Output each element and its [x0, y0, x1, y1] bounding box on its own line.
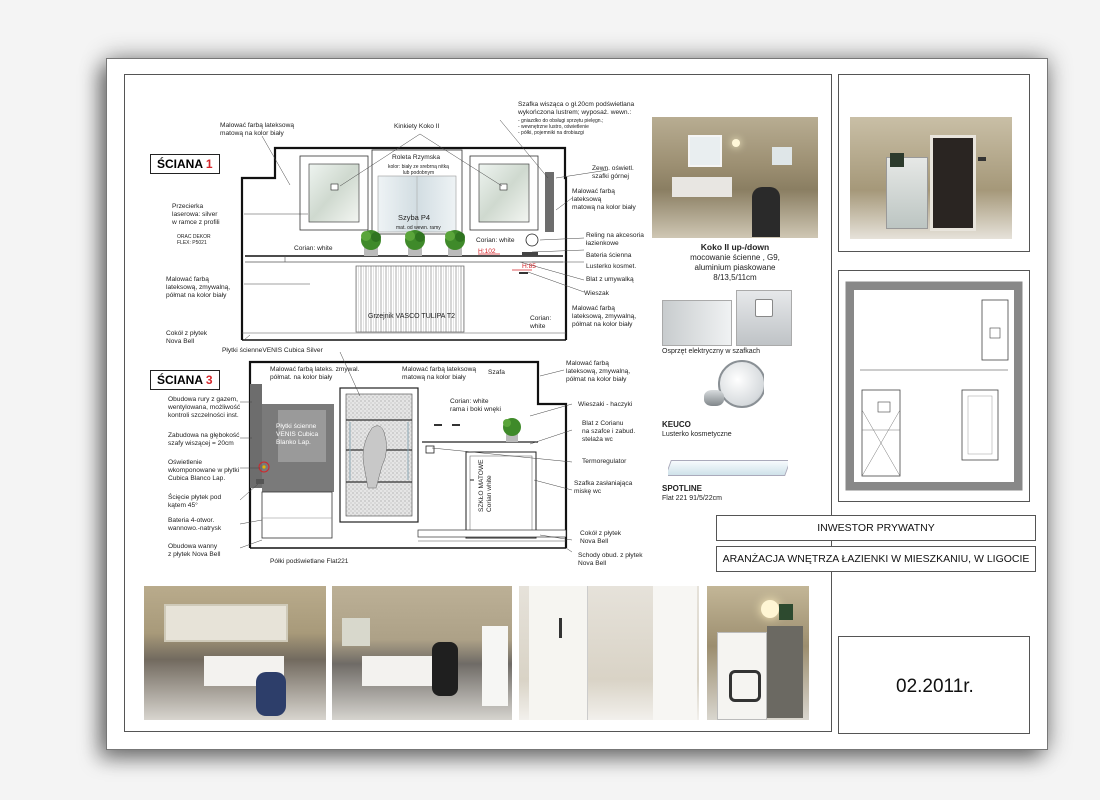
- w3-paint-center: Malować farbą lateksową matową na kolor biały: [402, 366, 477, 381]
- wall3-title-word: ŚCIANA: [157, 373, 203, 387]
- w1-hanger: Wieszak: [584, 290, 609, 297]
- w3-corian-frame: Corian: white rama i boki wnęki: [450, 398, 501, 413]
- w1-rail: Reling na akcesoria łazienkowe: [586, 232, 644, 247]
- w1-roman-blind: Roleta Rzymska: [392, 154, 441, 161]
- w3-wardrobe: Szafa: [488, 369, 505, 376]
- w1-faucet: Bateria ścienna: [586, 252, 632, 259]
- photo-wc-cabinet: [707, 586, 809, 720]
- w3-wc-cab: Szafka zasłaniająca miskę wc: [574, 480, 633, 495]
- w1-ext-light: Zewn. oświetl. szafki górnej: [592, 165, 634, 180]
- w3-counter: Blat z Corianu na szafce i zabud. stelaża wc: [582, 420, 636, 443]
- w3-plinth: Cokół z płytek Nova Bell: [580, 530, 622, 545]
- w1-glass: Szyba P4: [398, 213, 431, 222]
- w3-pipes: Obudowa rury z gazem, wentylowana, możliwość kontroli szczelności inst.: [168, 396, 241, 419]
- w3-stairs: Schody obud. z płytek Nova Bell: [578, 552, 643, 567]
- w3-mixer: Bateria 4-otwor. wannowo.-natrysk: [168, 517, 222, 532]
- wall1-elevation: [242, 148, 566, 340]
- w1-cabinet-note: Szafka wisząca o gł.20cm podświetlana wykończona lustrem; wyposaż. wewn.:: [518, 101, 635, 116]
- w1-laser-cut: Przecierka laserowa: silver w ramce z profili: [172, 203, 220, 226]
- koko-caption: [652, 242, 818, 283]
- w1-glass-sub: mat. od wewn. ramy: [396, 225, 441, 231]
- doorway-photo: [850, 117, 1012, 239]
- w3-thermo: Termoregulator: [582, 458, 627, 465]
- w3-recess: Zabudowa na głębokość szafy wiszącej = 20cm: [168, 432, 240, 447]
- w3-paint-top: Malować farbą lateks. zmywal. półmat. na kolor biały: [270, 366, 360, 381]
- project-date: 02.2011r.: [896, 676, 974, 697]
- w1-counter: Blat z umywalką: [586, 276, 634, 283]
- w1-plinth: Cokół z płytek Nova Bell: [166, 330, 208, 345]
- spotline-caption: [662, 484, 722, 504]
- electric-caption: Osprzęt elektryczny w szafkach: [662, 348, 761, 355]
- wall1-plants: [361, 230, 465, 256]
- w1-radiator: Grzejnik VASCO TULIPA T2: [368, 313, 456, 320]
- wall3-elevation: [250, 362, 566, 548]
- w1-corian-left: Corian: white: [294, 245, 333, 252]
- w1-cabinet-items: - gniazdko do obsługi sprzętu pielęgn.; - wewnętrzne lustro, oświetlenie - półki, pojemniki na drobiazgi: [518, 118, 604, 136]
- w3-frosted: SZKŁO MATOWE Corian white: [478, 459, 493, 512]
- keuco-caption: [662, 420, 732, 440]
- keuco-mirror-image: [704, 360, 764, 416]
- spotline-brand: SPOTLINE: [662, 484, 703, 493]
- w3-shelves: Półki podświetlane Flat221: [270, 558, 349, 565]
- investor-label: INWESTOR PRYWATNY: [817, 522, 935, 534]
- w3-tiles-mid: Płytki ścienne VENIS Cubica Blanko Lap.: [276, 423, 319, 446]
- photo-cabinet-corner: [519, 586, 699, 720]
- w1-h85: H:85: [522, 263, 536, 270]
- w1-paint-mid-left: Malować farbą lateksową, zmywalną, półmat na kolor biały: [166, 276, 231, 299]
- w1-paint-top: Malować farbą lateksową matową na kolor biały: [220, 122, 295, 137]
- w1-corian-mid: Corian: white: [476, 237, 515, 244]
- w1-corian-bottom: Corian: white: [530, 315, 552, 330]
- keuco-desc: Lusterko kosmetyczne: [662, 430, 732, 438]
- w3-bevel: Ścięcie płytek pod kątem 45°: [168, 494, 222, 509]
- w1-sconces: Kinkiety Koko II: [394, 123, 440, 130]
- w1-h102: H:102: [478, 248, 496, 255]
- spotline-desc: Flat 221 91/5/22cm: [662, 494, 722, 502]
- w3-tiles-wall: Płytki ścienneVENIS Cubica Silver: [222, 347, 323, 354]
- w1-paint-right: Malować farbą lateksową matową na kolor biały: [572, 188, 636, 211]
- wall3-title-num: 3: [205, 373, 213, 387]
- w1-mirror: Lusterko kosmet.: [586, 263, 637, 270]
- wall1-title-num: 1: [205, 157, 213, 171]
- w3-paint-right: Malować farbą lateksową, zmywalną, półmat na kolor biały: [566, 360, 631, 383]
- spotline-shelf-image: [668, 454, 788, 482]
- koko-desc: mocowanie ścienne , G9, aluminium piaskowane 8/13,5/11cm: [690, 253, 780, 282]
- electric-cabinet-image: [662, 300, 732, 346]
- koko-title: Koko II up-/down: [700, 242, 770, 252]
- photo-bath-installation: [144, 586, 326, 720]
- project-title: ARANŻACJA WNĘTRZA ŁAZIENKI W MIESZKANIU, W LIGOCIE: [722, 553, 1030, 565]
- w1-paint-mid-right: Malować farbą lateksową, zmywalną, półmat na kolor biały: [572, 305, 637, 328]
- w3-lighting: Oświetlenie wkomponowane w płytki Cubica Blanco Lap.: [168, 459, 240, 482]
- keuco-brand: KEUCO: [662, 420, 691, 429]
- wall1-title: [150, 154, 220, 174]
- w3-bath: Obudowa wanny z płytek Nova Bell: [168, 543, 221, 558]
- w1-roman-blind-sub: kolor: biały ze srebrną nitką lub podobnym: [388, 164, 449, 176]
- floor-plan: [850, 286, 1018, 486]
- w1-orac: ORAC DEKOR FLEX: P5021: [177, 234, 211, 246]
- photo-tub-worker: [332, 586, 512, 720]
- w3-hooks: Wieszaki - haczyki: [578, 401, 633, 408]
- electric-socket-image: [736, 290, 792, 346]
- wall1-title-word: ŚCIANA: [157, 157, 203, 171]
- wall3-title: [150, 370, 220, 390]
- koko-interior-photo: [652, 117, 818, 238]
